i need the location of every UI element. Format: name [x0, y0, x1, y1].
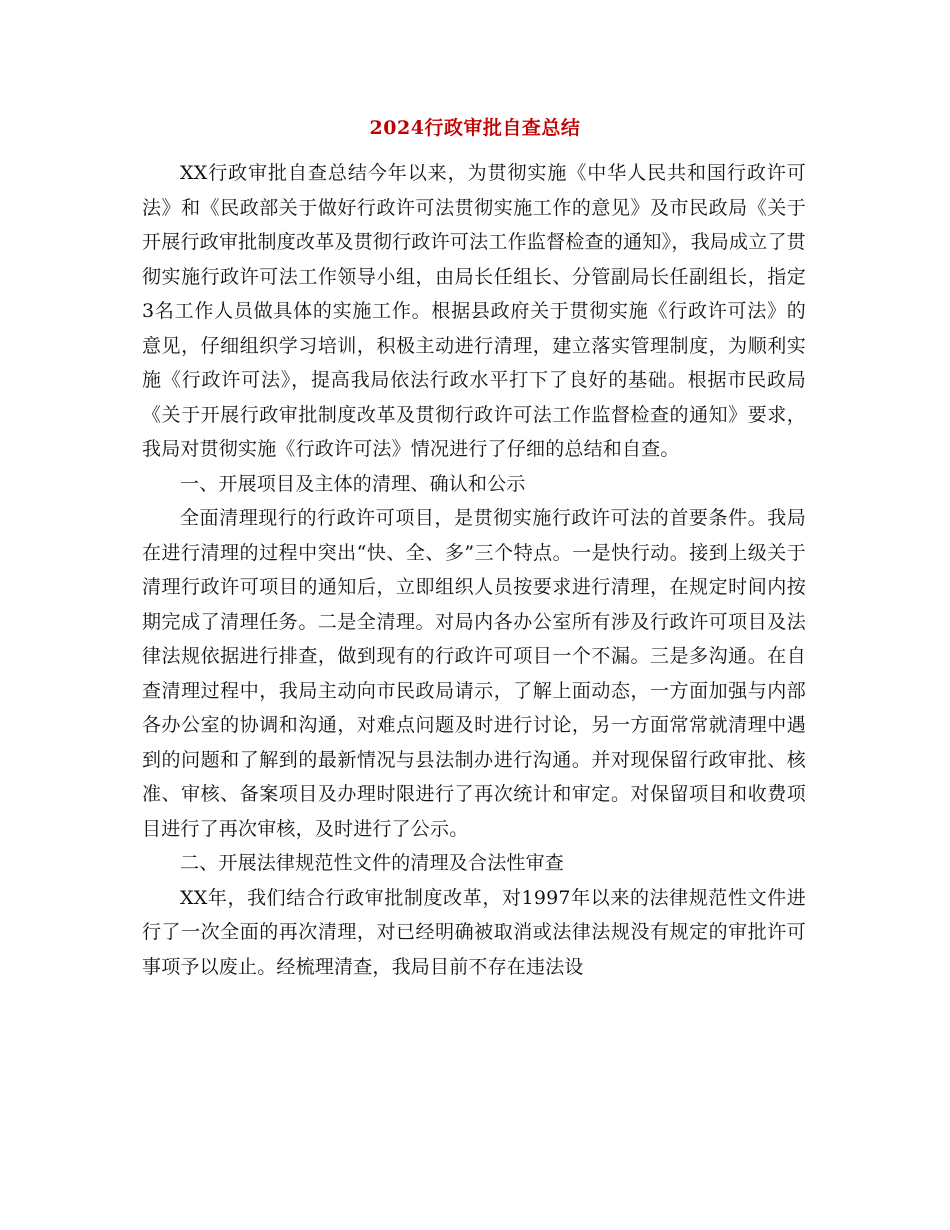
- paragraph-intro: XX行政审批自查总结今年以来，为贯彻实施《中华人民共和国行政许可法》和《民政部关于做好行政许可法贯彻实施工作的意见》及市民政局《关于开展行政审批制度改革及贯彻行政许可法工作监督检查的通知》，我局成立了贯彻实施行政许可法工作领导小组，由局长任组长、分管副局长任副组长，指定3名工作人员做具体的实施工作。根据县政府关于贯彻实施《行政许可法》的意见，仔细组织学习培训，积极主动进行清理，建立落实管理制度，为顺利实施《行政许可法》，提高我局依法行政水平打下了良好的基础。根据市民政局《关于开展行政审批制度改革及贯彻行政许可法工作监督检查的通知》要求，我局对贯彻实施《行政许可法》情况进行了仔细的总结和自查。: [142, 162, 806, 460]
- section-heading-2: 二、开展法律规范性文件的清理及合法性审查: [180, 852, 565, 874]
- section-heading-1: 一、开展项目及主体的清理、确认和公示: [180, 472, 526, 495]
- paragraph-section-1: 全面清理现行的行政许可项目，是贯彻实施行政许可法的首要条件。我局在进行清理的过程中突出“快、全、多”三个特点。一是快行动。接到上级关于清理行政许可项目的通知后，立即组织人员按要求进行清理，在规定时间内按期完成了清理任务。二是全清理。对局内各办公室所有涉及行政许可项目及法律法规依据进行排查，做到现有的行政许可项目一个不漏。三是多沟通。在自查清理过程中，我局主动向市民政局请示，了解上面动态，一方面加强与内部各办公室的协调和沟通，对难点问题及时进行讨论，另一方面常常就清理中遇到的问题和了解到的最新情况与县法制办进行沟通。并对现保留行政审批、核准、审核、备案项目及办理时限进行了再次统计和审定。对保留项目和收费项目进行了再次审核，及时进行了公示。: [142, 507, 806, 840]
- document-body: [142, 156, 806, 984]
- document-title: 2024行政审批自查总结: [369, 117, 581, 139]
- paragraph-section-2: XX年，我们结合行政审批制度改革，对1997年以来的法律规范性文件进行了一次全面的再次清理，对已经明确被取消或法律法规没有规定的审批许可事项予以废止。经梳理清查，我局目前不存在违法设: [142, 886, 806, 978]
